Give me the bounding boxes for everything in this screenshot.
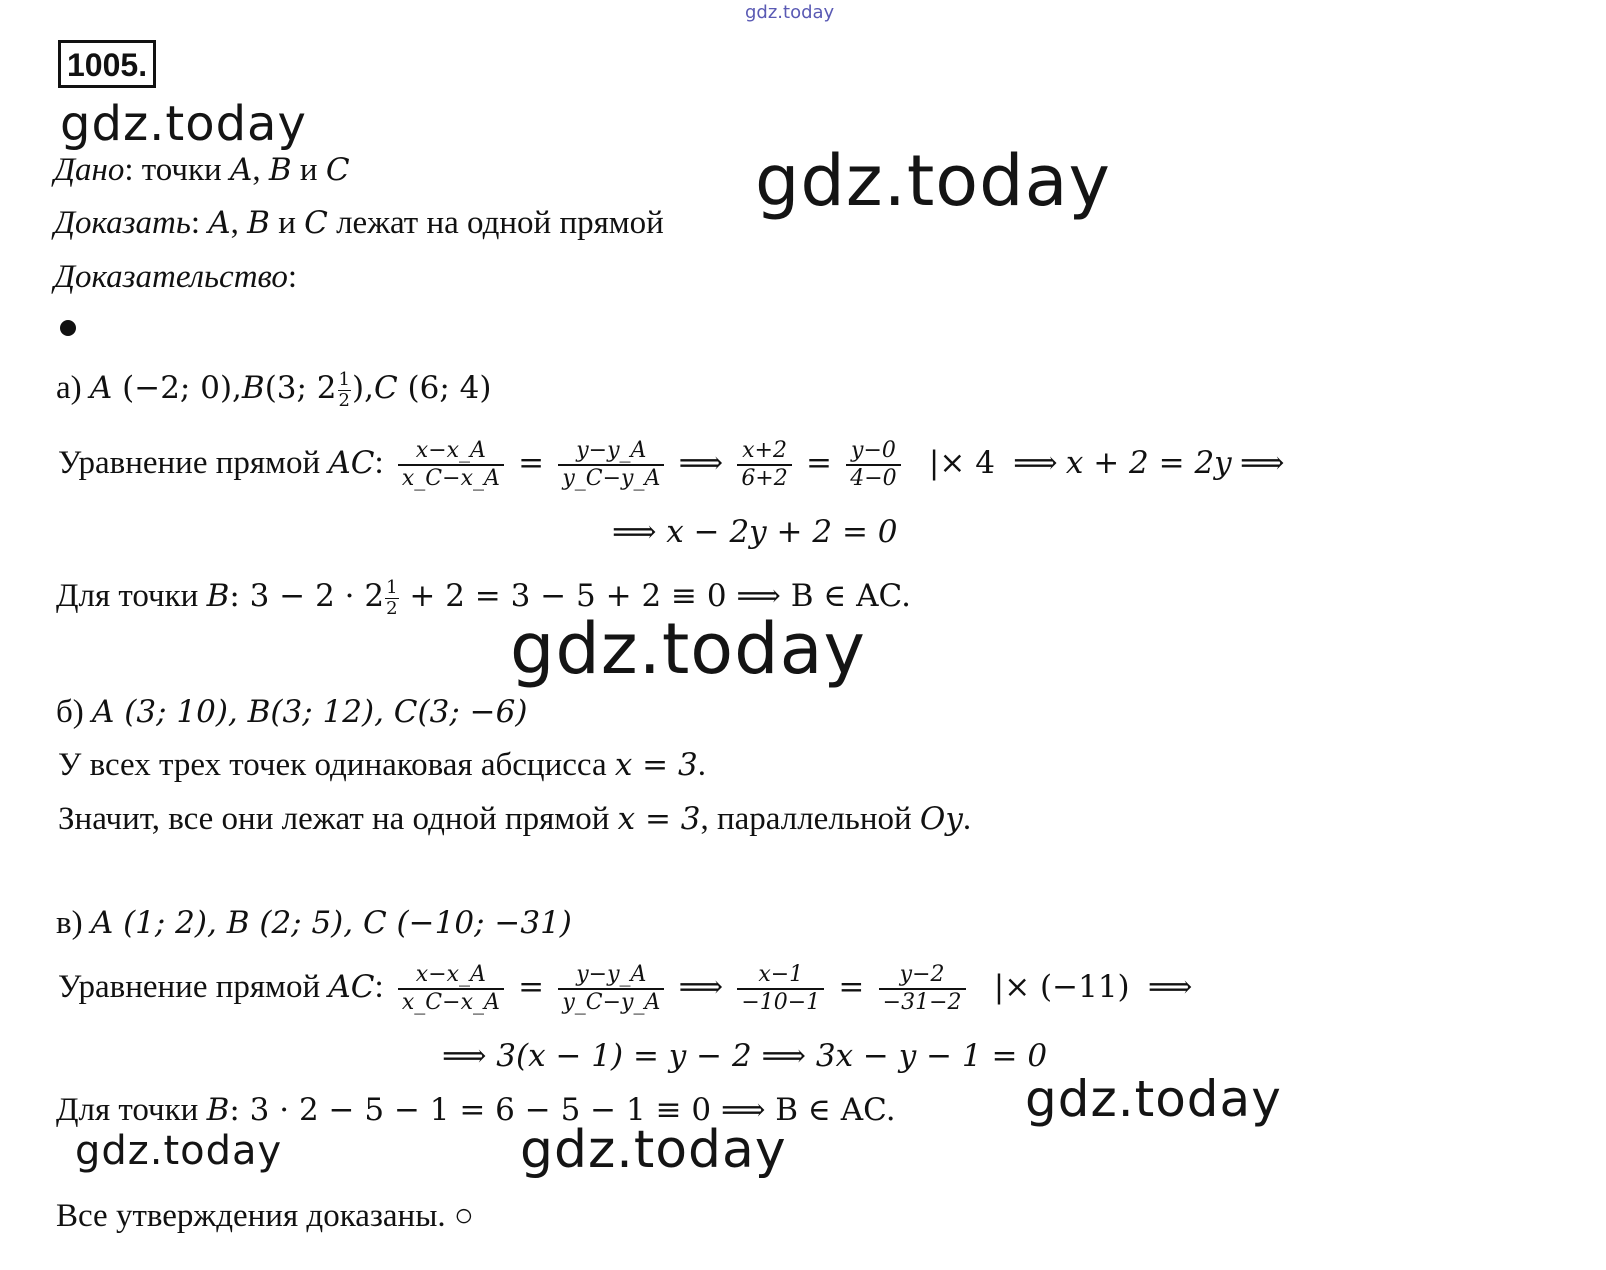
part-c-label: в) bbox=[56, 905, 91, 941]
prove-sep: , bbox=[230, 205, 248, 241]
frac-denominator: −31−2 bbox=[882, 990, 962, 1016]
part-a-check-post: + 2 = 3 − 5 + 2 ≡ 0 ⟹ B ∈ AC. bbox=[399, 578, 912, 614]
equals-sign: = bbox=[518, 445, 545, 481]
part-c-line2 bbox=[442, 1036, 1047, 1076]
given-and: и bbox=[291, 152, 326, 188]
part-b-line2-end: . bbox=[962, 801, 972, 837]
check-frac-num: 1 bbox=[386, 576, 398, 598]
part-c-frac-4 bbox=[879, 962, 966, 1016]
frac-denominator: y_C−y_A bbox=[562, 990, 661, 1016]
prove-point-b: B bbox=[247, 205, 270, 241]
part-a-frac-1 bbox=[398, 438, 504, 492]
part-b-line2 bbox=[58, 799, 971, 839]
part-a-point-a: A bbox=[89, 370, 113, 406]
part-a-check-point: B bbox=[206, 578, 230, 614]
part-b-points bbox=[56, 692, 527, 732]
part-c-eq-label: Уравнение прямой bbox=[58, 969, 329, 1005]
part-c-check-rest: : 3 · 2 − 5 − 1 = 6 − 5 − 1 ≡ 0 ⟹ B ∈ AC. bbox=[229, 1092, 896, 1128]
part-c-multiplier: |× (−11) bbox=[993, 969, 1130, 1005]
part-a-b-fraction bbox=[338, 370, 351, 411]
frac-denominator: 6+2 bbox=[741, 466, 788, 492]
part-c-frac-2 bbox=[558, 962, 664, 1016]
part-a-multiplier: |× 4 bbox=[928, 445, 995, 481]
part-a-frac-3 bbox=[737, 438, 791, 492]
part-b-line2-math: x = 3 bbox=[617, 801, 701, 837]
part-c-frac-3 bbox=[737, 962, 824, 1016]
proof-line bbox=[54, 257, 297, 297]
implies-sign: ⟹ bbox=[678, 445, 724, 481]
prove-colon: : bbox=[190, 205, 209, 241]
part-b-line2-text: Значит, все они лежат на одной прямой bbox=[58, 801, 618, 837]
frac-denominator: x_C−x_A bbox=[401, 990, 500, 1016]
frac-denominator: −10−1 bbox=[741, 990, 821, 1016]
part-c-eq-line: AC bbox=[328, 969, 375, 1005]
proof-colon: : bbox=[287, 259, 298, 295]
prove-point-a: A bbox=[208, 205, 231, 241]
part-c-check-point: B bbox=[206, 1092, 230, 1128]
part-a-point-b-coords-end: ), bbox=[351, 370, 374, 406]
equals-sign: = bbox=[806, 445, 832, 481]
check-frac-den: 2 bbox=[386, 597, 398, 619]
part-a-point-c-coords: (6; 4) bbox=[397, 370, 492, 406]
part-b-label: б) bbox=[56, 694, 93, 730]
part-b-line2-mid: , параллельной bbox=[700, 801, 920, 837]
part-b-line1-math: x = 3 bbox=[614, 747, 698, 783]
frac-denominator: 4−0 bbox=[850, 466, 897, 492]
part-a-check-fraction bbox=[385, 578, 398, 619]
given-line bbox=[54, 150, 350, 190]
part-a-frac-2 bbox=[558, 438, 664, 492]
part-c-points-text: A (1; 2), B (2; 5), C (−10; −31) bbox=[90, 905, 572, 941]
frac-numerator: x−x_A bbox=[398, 438, 504, 466]
part-b-line1-end: . bbox=[697, 747, 706, 783]
bullet-point bbox=[60, 320, 76, 336]
implies-sign: ⟹ bbox=[1013, 445, 1058, 481]
equals-sign: = bbox=[518, 969, 545, 1005]
prove-point-c: C bbox=[304, 205, 328, 241]
frac-denominator: x_C−x_A bbox=[401, 466, 500, 492]
frac-numerator: y−y_A bbox=[558, 438, 664, 466]
part-a-point-a-coords: (−2; 0), bbox=[112, 370, 242, 406]
proof-label: Доказательство bbox=[54, 259, 288, 295]
given-point-b: B bbox=[268, 152, 292, 188]
part-a-b-frac-num: 1 bbox=[338, 368, 350, 390]
given-point-a: A bbox=[229, 152, 253, 188]
part-a-b-frac-den: 2 bbox=[338, 389, 350, 411]
watermark-4: gdz.today bbox=[1025, 1070, 1282, 1128]
watermark-1: gdz.today bbox=[60, 96, 307, 152]
watermark-3: gdz.today bbox=[510, 608, 866, 690]
frac-numerator: y−0 bbox=[846, 438, 900, 466]
frac-numerator: y−y_A bbox=[558, 962, 664, 990]
given-text: : точки bbox=[124, 152, 230, 188]
implies-sign: ⟹ bbox=[1239, 445, 1285, 481]
problem-number-badge: 1005. bbox=[58, 40, 156, 88]
part-a-points bbox=[56, 368, 491, 411]
part-c-equation bbox=[58, 952, 1192, 1022]
part-b-points-text: A (3; 10), B(3; 12), C(3; −6) bbox=[92, 694, 528, 730]
implies-sign: ⟹ bbox=[678, 969, 724, 1005]
prove-line bbox=[54, 203, 664, 243]
part-a-check bbox=[56, 572, 911, 620]
watermark-5: gdz.today bbox=[75, 1128, 283, 1174]
part-a-point-c: C bbox=[373, 370, 398, 406]
part-c-check bbox=[56, 1090, 896, 1130]
part-a-frac-4 bbox=[846, 438, 900, 492]
prove-and: и bbox=[269, 205, 305, 241]
part-a-eq-label: Уравнение прямой bbox=[58, 445, 329, 481]
frac-numerator: x−x_A bbox=[398, 962, 504, 990]
equals-sign: = bbox=[838, 969, 865, 1005]
part-a-eq-colon: : bbox=[374, 445, 392, 481]
part-a-check-label: Для точки bbox=[56, 578, 207, 614]
part-c-check-label: Для точки bbox=[56, 1092, 207, 1128]
part-b-line1-text: У всех трех точек одинаковая абсцисса bbox=[58, 747, 615, 783]
part-a-equation bbox=[58, 428, 1284, 498]
implies-sign: ⟹ bbox=[1147, 969, 1193, 1005]
part-c-points bbox=[56, 903, 572, 943]
watermark-6: gdz.today bbox=[520, 1120, 787, 1180]
part-c-frac-1 bbox=[398, 962, 504, 1016]
frac-denominator: y_C−y_A bbox=[562, 466, 661, 492]
part-a-eq-line: AC bbox=[328, 445, 375, 481]
conclusion: Все утверждения доказаны. ○ bbox=[56, 1198, 474, 1234]
part-a-check-pre: : 3 − 2 · 2 bbox=[229, 578, 385, 614]
part-a-point-b: B bbox=[241, 370, 265, 406]
part-a-result: x + 2 = 2y bbox=[1065, 445, 1232, 481]
part-a-line2 bbox=[612, 512, 898, 552]
part-b-axis: Oy bbox=[919, 801, 963, 837]
part-a-point-b-coords: (3; 2 bbox=[264, 370, 337, 406]
part-a-label: а) bbox=[56, 370, 90, 406]
part-c-eq-colon: : bbox=[374, 969, 392, 1005]
frac-numerator: x−1 bbox=[737, 962, 824, 990]
given-label: Дано bbox=[54, 152, 125, 188]
prove-rest: лежат на одной прямой bbox=[327, 205, 664, 241]
frac-numerator: x+2 bbox=[737, 438, 791, 466]
given-point-c: C bbox=[325, 152, 350, 188]
watermark-2: gdz.today bbox=[755, 140, 1111, 222]
given-sep: , bbox=[252, 152, 269, 188]
frac-numerator: y−2 bbox=[879, 962, 966, 990]
prove-label: Доказать bbox=[54, 205, 191, 241]
part-b-line1 bbox=[58, 745, 706, 785]
part-a-canonical-equation: ⟹ x − 2y + 2 = 0 bbox=[612, 514, 898, 550]
watermark-top: gdz.today bbox=[745, 2, 835, 23]
part-c-canonical-equation: ⟹ 3(x − 1) = y − 2 ⟹ 3x − y − 1 = 0 bbox=[442, 1038, 1048, 1074]
